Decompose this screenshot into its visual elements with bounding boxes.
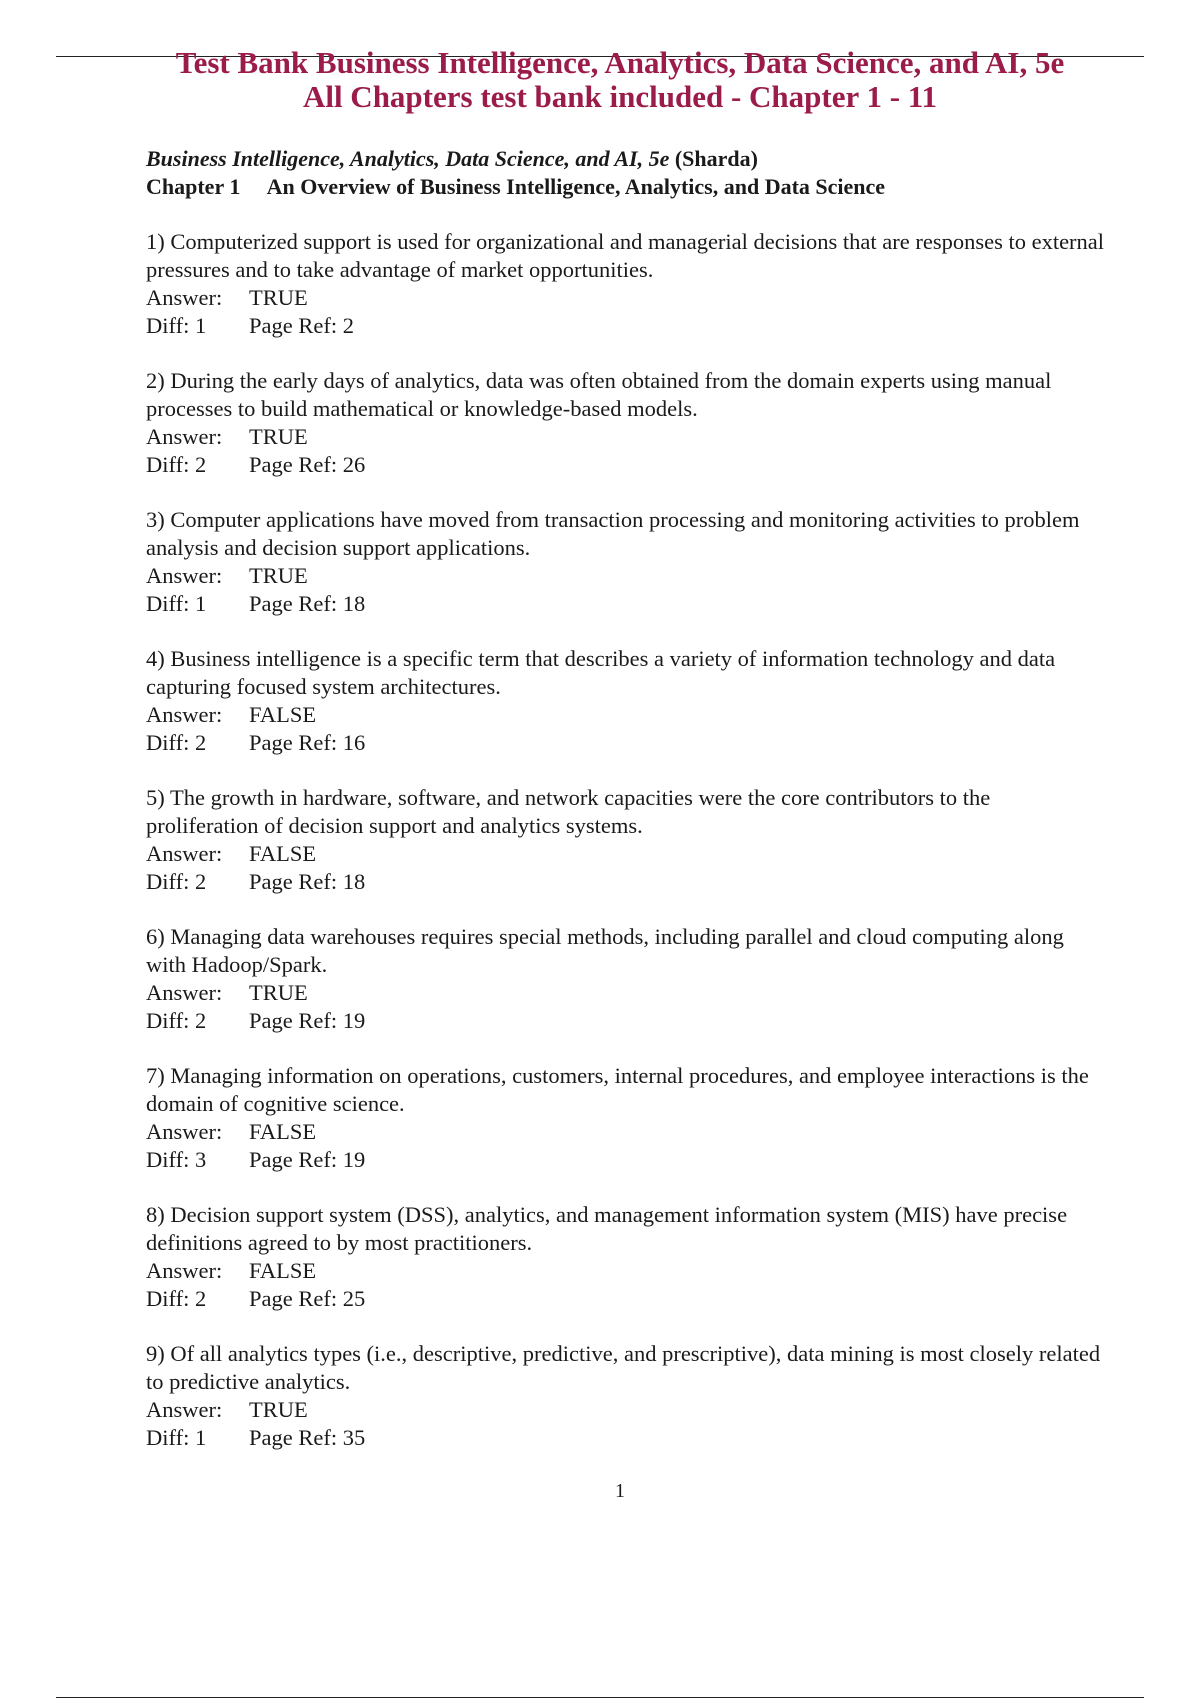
question-item bbox=[146, 506, 1106, 618]
question-item bbox=[146, 1201, 1106, 1313]
question-item bbox=[146, 228, 1106, 340]
difficulty bbox=[146, 312, 249, 340]
meta-row bbox=[146, 1424, 1106, 1452]
meta-row bbox=[146, 1285, 1106, 1313]
page-ref-label: Page Ref: bbox=[249, 313, 338, 338]
answer-row bbox=[146, 562, 1106, 590]
answer-value: TRUE bbox=[249, 563, 308, 588]
page-reference bbox=[249, 590, 365, 618]
question-text: 4) Business intelligence is a specific term that describes a variety of information technology and data capturing focused system architectures. bbox=[146, 646, 1056, 699]
page-reference bbox=[249, 1424, 365, 1452]
page-ref-value: 19 bbox=[342, 1147, 366, 1172]
answer-row bbox=[146, 1257, 1106, 1285]
bottom-rule bbox=[56, 1697, 1144, 1698]
answer-value: FALSE bbox=[249, 702, 317, 727]
question-item bbox=[146, 1340, 1106, 1452]
question-item bbox=[146, 367, 1106, 479]
chapter-label: Chapter 1 bbox=[146, 174, 241, 199]
answer-value: TRUE bbox=[249, 980, 308, 1005]
diff-label: Diff: bbox=[146, 1286, 190, 1311]
difficulty bbox=[146, 1007, 249, 1035]
page-reference bbox=[249, 729, 365, 757]
difficulty bbox=[146, 1146, 249, 1174]
meta-row bbox=[146, 451, 1106, 479]
diff-value: 2 bbox=[194, 730, 207, 755]
question-list bbox=[146, 228, 1106, 1452]
page-ref-label: Page Ref: bbox=[249, 730, 338, 755]
page-ref-label: Page Ref: bbox=[249, 591, 338, 616]
diff-label: Diff: bbox=[146, 313, 190, 338]
answer-label: Answer: bbox=[146, 1397, 223, 1422]
page-ref-value: 16 bbox=[342, 730, 366, 755]
chapter-heading bbox=[146, 173, 1106, 201]
page-reference bbox=[249, 451, 365, 479]
difficulty bbox=[146, 1424, 249, 1452]
page-ref-value: 18 bbox=[342, 869, 366, 894]
title-line-1: Test Bank Business Intelligence, Analytics, Data Science, and AI, 5e bbox=[175, 45, 1065, 80]
answer-value: FALSE bbox=[249, 1119, 317, 1144]
diff-value: 2 bbox=[194, 1008, 207, 1033]
page-ref-label: Page Ref: bbox=[249, 1147, 338, 1172]
meta-row bbox=[146, 729, 1106, 757]
answer-label: Answer: bbox=[146, 702, 223, 727]
answer-value: FALSE bbox=[249, 1258, 317, 1283]
question-item bbox=[146, 923, 1106, 1035]
diff-value: 2 bbox=[194, 1286, 207, 1311]
book-title: Business Intelligence, Analytics, Data Science, and AI, 5e bbox=[146, 146, 670, 171]
question-item bbox=[146, 784, 1106, 896]
page-ref-value: 2 bbox=[342, 313, 354, 338]
document-body bbox=[146, 145, 1106, 1479]
page-ref-label: Page Ref: bbox=[249, 869, 338, 894]
page-number: 1 bbox=[615, 1480, 625, 1502]
diff-label: Diff: bbox=[146, 591, 190, 616]
diff-label: Diff: bbox=[146, 452, 190, 477]
question-text: 6) Managing data warehouses requires special methods, including parallel and cloud computing along with Hadoop/Spark. bbox=[146, 924, 1064, 977]
diff-value: 2 bbox=[194, 452, 207, 477]
page-ref-value: 25 bbox=[342, 1286, 366, 1311]
answer-value: TRUE bbox=[249, 285, 308, 310]
meta-row bbox=[146, 312, 1106, 340]
answer-row bbox=[146, 284, 1106, 312]
diff-label: Diff: bbox=[146, 1008, 190, 1033]
book-heading bbox=[146, 145, 1106, 173]
diff-value: 1 bbox=[194, 591, 207, 616]
page-ref-label: Page Ref: bbox=[249, 452, 338, 477]
answer-value: TRUE bbox=[249, 424, 308, 449]
page-ref-label: Page Ref: bbox=[249, 1425, 338, 1450]
answer-label: Answer: bbox=[146, 424, 223, 449]
title-line-2: All Chapters test bank included - Chapter 1 - 11 bbox=[302, 79, 938, 114]
diff-value: 2 bbox=[194, 869, 207, 894]
meta-row bbox=[146, 590, 1106, 618]
question-text: 2) During the early days of analytics, data was often obtained from the domain experts using manual processes to build mathematical or knowledge-based models. bbox=[146, 368, 1052, 421]
difficulty bbox=[146, 868, 249, 896]
diff-value: 1 bbox=[194, 313, 207, 338]
answer-row bbox=[146, 1396, 1106, 1424]
answer-value: FALSE bbox=[249, 841, 317, 866]
page-reference bbox=[249, 1007, 365, 1035]
page-ref-value: 19 bbox=[342, 1008, 366, 1033]
page-ref-label: Page Ref: bbox=[249, 1286, 338, 1311]
diff-label: Diff: bbox=[146, 1147, 190, 1172]
page-title bbox=[0, 46, 1200, 114]
answer-row bbox=[146, 840, 1106, 868]
question-item bbox=[146, 1062, 1106, 1174]
question-text: 7) Managing information on operations, customers, internal procedures, and employee interactions is the domain of cognitive science. bbox=[146, 1063, 1089, 1116]
answer-label: Answer: bbox=[146, 1258, 223, 1283]
difficulty bbox=[146, 729, 249, 757]
question-text: 9) Of all analytics types (i.e., descriptive, predictive, and prescriptive), data mining is most closely related to predictive analytics. bbox=[146, 1341, 1101, 1394]
answer-row bbox=[146, 701, 1106, 729]
diff-label: Diff: bbox=[146, 1425, 190, 1450]
difficulty bbox=[146, 590, 249, 618]
page-reference bbox=[249, 868, 365, 896]
diff-label: Diff: bbox=[146, 730, 190, 755]
answer-row bbox=[146, 423, 1106, 451]
question-text: 3) Computer applications have moved from transaction processing and monitoring activities to problem analysis and decision support applications. bbox=[146, 507, 1080, 560]
meta-row bbox=[146, 1146, 1106, 1174]
answer-value: TRUE bbox=[249, 1397, 308, 1422]
answer-label: Answer: bbox=[146, 563, 223, 588]
difficulty bbox=[146, 1285, 249, 1313]
diff-value: 3 bbox=[194, 1147, 207, 1172]
diff-value: 1 bbox=[194, 1425, 207, 1450]
page-reference bbox=[249, 312, 354, 340]
answer-label: Answer: bbox=[146, 285, 223, 310]
question-text: 1) Computerized support is used for organizational and managerial decisions that are responses to external pressures and to take advantage of market opportunities. bbox=[146, 229, 1105, 282]
chapter-title: An Overview of Business Intelligence, Analytics, and Data Science bbox=[266, 174, 886, 199]
question-text: 8) Decision support system (DSS), analytics, and management information system (MIS) have precise definitions agreed to by most practitioners. bbox=[146, 1202, 1068, 1255]
answer-row bbox=[146, 979, 1106, 1007]
question-text: 5) The growth in hardware, software, and network capacities were the core contributors to the proliferation of decision support and analytics systems. bbox=[146, 785, 991, 838]
meta-row bbox=[146, 868, 1106, 896]
page-ref-value: 26 bbox=[342, 452, 366, 477]
page-ref-value: 18 bbox=[342, 591, 366, 616]
answer-row bbox=[146, 1118, 1106, 1146]
page-reference bbox=[249, 1285, 365, 1313]
book-author: (Sharda) bbox=[674, 146, 758, 171]
answer-label: Answer: bbox=[146, 841, 223, 866]
page-ref-label: Page Ref: bbox=[249, 1008, 338, 1033]
page-reference bbox=[249, 1146, 365, 1174]
page-ref-value: 35 bbox=[342, 1425, 366, 1450]
answer-label: Answer: bbox=[146, 1119, 223, 1144]
meta-row bbox=[146, 1007, 1106, 1035]
diff-label: Diff: bbox=[146, 869, 190, 894]
question-item bbox=[146, 645, 1106, 757]
answer-label: Answer: bbox=[146, 980, 223, 1005]
difficulty bbox=[146, 451, 249, 479]
